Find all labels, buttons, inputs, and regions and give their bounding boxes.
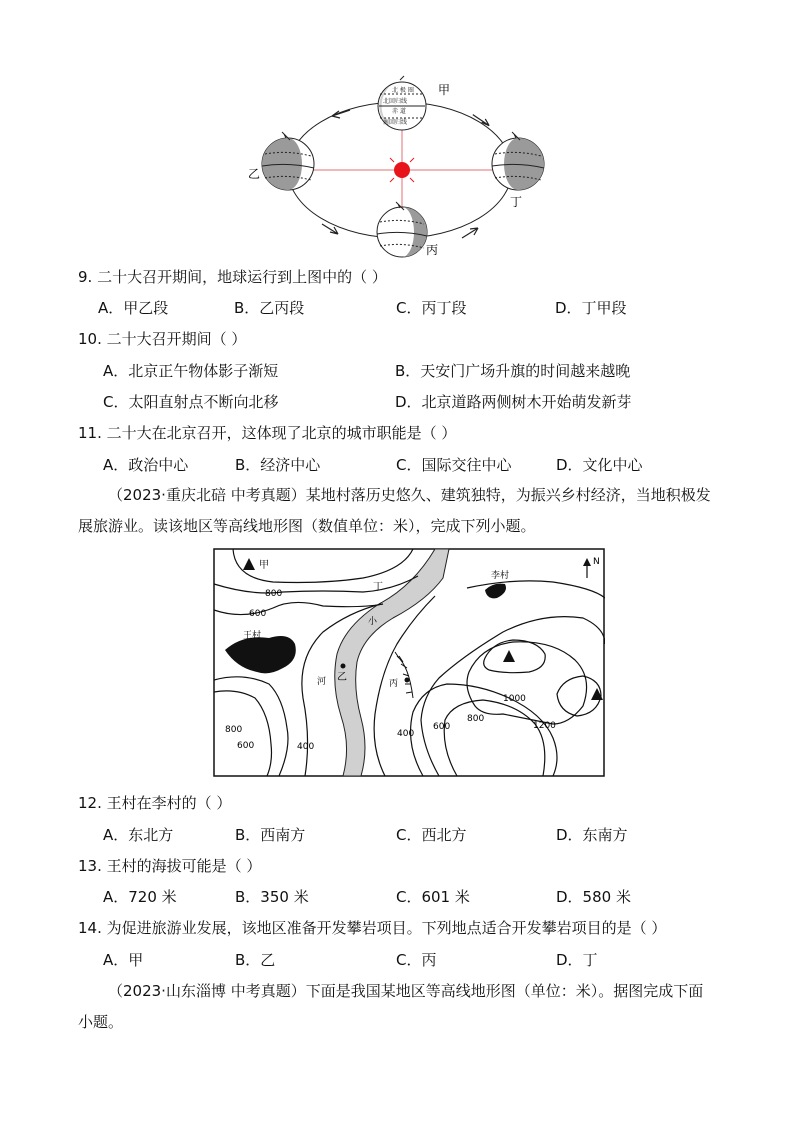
q13-option-d[interactable]: D．580 米	[556, 888, 631, 906]
question-9: 9. 二十大召开期间，地球运行到上图中的（ ）	[78, 268, 387, 286]
contour-label: 800	[225, 725, 243, 735]
passage-intro-1: （2023·重庆北碚 中考真题）某地村落历史悠久、建筑独特，为振兴乡村经济，当地积极发展旅游业。读该地区等高线地形图（数值单位：米），完成下列小题。	[78, 486, 711, 535]
contour-label: 600	[433, 722, 451, 732]
passage-intro-2: （2023·山东淄博 中考真题）下面是我国某地区等高线地形图（单位：米）。据图完成下面小题。	[78, 982, 704, 1031]
q14-option-d[interactable]: D．丁	[556, 951, 598, 969]
map-label-li-village: 李村	[491, 571, 510, 581]
contour-map	[213, 548, 605, 778]
map-label-river-2: 河	[317, 677, 327, 687]
contour-label: 400	[397, 729, 415, 739]
q9-option-c[interactable]: C．丙丁段	[396, 299, 467, 317]
map-label-river-1: 小	[368, 617, 378, 627]
orbit-arrow-icon	[471, 115, 490, 126]
contour-label: 600	[237, 741, 255, 751]
q12-option-b[interactable]: B．西南方	[235, 826, 306, 844]
map-label-ding: 丁	[373, 582, 383, 593]
q12-option-c[interactable]: C．西北方	[396, 826, 467, 844]
label-ding: 丁	[510, 195, 523, 209]
q9-option-a[interactable]: A．甲乙段	[98, 299, 169, 317]
globe-jia	[378, 76, 426, 130]
globe-bing	[377, 202, 427, 257]
map-label-wang-village: 王村	[243, 631, 262, 641]
map-label-north: N	[593, 557, 600, 567]
q11-option-b[interactable]: B．经济中心	[235, 456, 321, 474]
q11-option-a[interactable]: A．政治中心	[103, 456, 189, 474]
label-bing: 丙	[426, 243, 439, 257]
svg-text:北回归线: 北回归线	[383, 98, 408, 105]
q14-option-a[interactable]: A．甲	[103, 951, 144, 969]
orbit-arrow-icon	[462, 228, 478, 238]
q10-option-a[interactable]: A．北京正午物体影子渐短	[103, 362, 279, 380]
contour-label: 600	[249, 609, 267, 619]
q9-option-d[interactable]: D．丁甲段	[555, 299, 627, 317]
q14-option-b[interactable]: B．乙	[235, 951, 276, 969]
contour-label: 400	[297, 742, 315, 752]
sun-icon	[394, 162, 410, 178]
map-label-jia: 甲	[259, 560, 269, 571]
question-10: 10. 二十大召开期间（ ）	[78, 330, 247, 348]
map-label-yi: 乙	[337, 672, 347, 683]
orbit-arrow-icon	[332, 110, 350, 118]
label-yi: 乙	[248, 167, 261, 181]
globe-ding	[492, 132, 544, 190]
q9-option-b[interactable]: B．乙丙段	[234, 299, 305, 317]
q13-option-b[interactable]: B．350 米	[235, 888, 309, 906]
contour-label: 800	[467, 714, 485, 724]
question-12: 12. 王村在李村的（ ）	[78, 794, 232, 812]
question-14: 14. 为促进旅游业发展，该地区准备开发攀岩项目。下列地点适合开发攀岩项目的是（ ）	[78, 919, 667, 937]
svg-text:南回归线: 南回归线	[383, 119, 408, 126]
svg-text:北 极 圈: 北 极 圈	[392, 87, 414, 94]
svg-text:赤 道: 赤 道	[392, 108, 406, 115]
question-11: 11. 二十大在北京召开，这体现了北京的城市职能是（ ）	[78, 424, 457, 442]
contour-label: 800	[265, 589, 283, 599]
q11-option-c[interactable]: C．国际交往中心	[396, 456, 512, 474]
q13-option-c[interactable]: C．601 米	[396, 888, 470, 906]
question-13: 13. 王村的海拔可能是（ ）	[78, 857, 262, 875]
q13-option-a[interactable]: A．720 米	[103, 888, 177, 906]
contour-label: 1200	[533, 721, 556, 731]
label-jia: 甲	[438, 83, 451, 97]
q12-option-d[interactable]: D．东南方	[556, 826, 628, 844]
globe-yi	[262, 132, 314, 190]
earth-orbit-figure	[240, 74, 560, 264]
q12-option-a[interactable]: A．东北方	[103, 826, 174, 844]
map-label-bing: 丙	[389, 679, 399, 689]
q10-option-c[interactable]: C．太阳直射点不断向北移	[103, 393, 279, 411]
q14-option-c[interactable]: C．丙	[396, 951, 437, 969]
contour-label: 1000	[503, 694, 526, 704]
q11-option-d[interactable]: D．文化中心	[556, 456, 643, 474]
q10-option-b[interactable]: B．天安门广场升旗的时间越来越晚	[395, 362, 631, 380]
q10-option-d[interactable]: D．北京道路两侧树木开始萌发新芽	[395, 393, 632, 411]
